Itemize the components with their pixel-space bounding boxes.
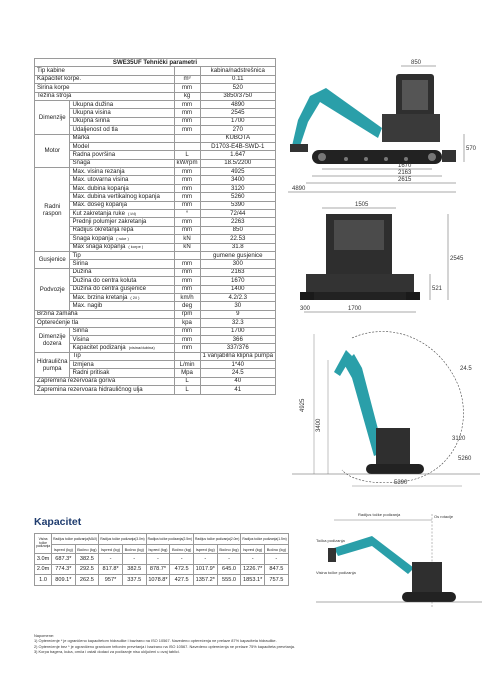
spec-label: Ukupna širina	[72, 117, 110, 125]
note-item: 1) Opterećenje * je ograničeno kapacitetom hidraulike i bazirano na ISO 10567. Navedeno opterećenja ne prelaze 87% kapaciteta hidraulike.	[34, 638, 277, 644]
spec-row	[35, 109, 276, 117]
spec-row	[35, 184, 276, 192]
dim-range-f: 24.5	[460, 366, 472, 372]
spec-unit: L	[174, 151, 200, 159]
spec-unit: kN	[174, 235, 200, 243]
spec-unit: Mpa	[174, 369, 200, 377]
spec-label-cell	[70, 176, 174, 184]
capacity-cell: -	[99, 554, 123, 565]
spec-value: 4890	[200, 100, 275, 108]
spec-value: 24.5	[200, 369, 275, 377]
spec-unit: kpa	[174, 319, 200, 327]
capacity-cell: 847.5	[265, 564, 289, 575]
spec-row	[35, 285, 276, 293]
diagram-axis-label: Os rotacije	[434, 514, 454, 519]
dim-2545: 2545	[450, 256, 464, 262]
spec-label: Radni pritisak	[72, 369, 110, 377]
spec-label-cell	[70, 134, 174, 142]
spec-label: Max. utovarna visina	[72, 176, 129, 184]
spec-label-cell	[70, 126, 174, 134]
note-item: 2) Opterećenje bez * je ograničeno granicom teltonim prevrtanja i bazirano na ISO 10567. Navedeno opterećenja ne prelaze 75% kapaciteta prevrtanja.	[34, 643, 296, 649]
spec-unit: mm	[174, 277, 200, 285]
spec-label-cell	[70, 260, 174, 268]
spec-unit: mm	[174, 117, 200, 125]
spec-unit: mm	[174, 327, 200, 335]
spec-table	[34, 58, 276, 395]
capacity-cell: 337.5	[122, 575, 146, 586]
spec-unit: deg	[174, 302, 200, 310]
capacity-cell: 687.3*	[52, 554, 75, 565]
spec-value: 32.3	[200, 319, 275, 327]
capacity-row	[35, 575, 289, 586]
spec-label-cell	[70, 327, 174, 335]
dim-range-d: 5260	[458, 456, 472, 462]
spec-row	[35, 210, 276, 218]
capacity-cell: 292.5	[75, 564, 99, 575]
spec-value: 270	[200, 126, 275, 134]
spec-label-cell	[70, 293, 174, 301]
spec-label-cell	[70, 151, 174, 159]
spec-label-cell	[70, 100, 174, 108]
spec-value: 2263	[200, 218, 275, 226]
spec-label-cell	[35, 67, 175, 75]
capacity-cell: 1853.1*	[241, 575, 265, 586]
spec-unit: mm	[174, 100, 200, 108]
spec-unit: mm	[174, 344, 200, 352]
capacity-cell: 262.5	[75, 575, 99, 586]
spec-label: Max snaga kopanja	[72, 243, 126, 251]
spec-value: KUBOTA	[200, 134, 275, 142]
sub-side: Bočno (kg)	[122, 545, 146, 554]
capacity-cell: 427.5	[170, 575, 194, 586]
spec-row	[35, 75, 276, 83]
spec-value: 850	[200, 226, 275, 234]
spec-row	[35, 235, 276, 243]
spec-label-cell	[70, 285, 174, 293]
capacity-cell: 472.5	[170, 564, 194, 575]
spec-group: Motor	[35, 134, 70, 168]
spec-unit: mm	[174, 285, 200, 293]
spec-value: 1 varijabilna klipna pumpa	[200, 352, 275, 360]
spec-label-cell	[35, 84, 175, 92]
capacity-cell: 555.0	[217, 575, 241, 586]
spec-value: 5390	[200, 201, 275, 209]
spec-value: D1703-E4B-SWD-1	[200, 142, 275, 150]
spec-row	[35, 319, 276, 327]
spec-row	[35, 193, 276, 201]
spec-label-cell	[70, 142, 174, 150]
spec-row	[35, 277, 276, 285]
capacity-cell: -	[265, 554, 289, 565]
spec-label: Brzina zamaha	[37, 310, 78, 318]
spec-value: 337/376	[200, 344, 275, 352]
spec-row	[35, 268, 276, 276]
spec-unit: mm	[174, 193, 200, 201]
spec-group: Gusjenice	[35, 251, 70, 268]
side-view-drawing	[286, 58, 482, 200]
spec-label-note: ( l/d)	[128, 210, 136, 216]
spec-row	[35, 386, 276, 394]
spec-label: Tip	[72, 352, 81, 360]
spec-value: 3400	[200, 176, 275, 184]
diagram-height-label: Visina točke podizanja	[316, 570, 356, 575]
spec-unit	[174, 134, 200, 142]
dim-range-e: 5390	[394, 480, 408, 486]
capacity-cell: 774.3*	[52, 564, 75, 575]
spec-label-cell	[70, 193, 174, 201]
sub-side: Bočno (kg)	[265, 545, 289, 554]
capacity-cell: 1078.8*	[146, 575, 170, 586]
capacity-cell: 645.0	[217, 564, 241, 575]
spec-label: Zapremina rezervoara hidrauličnog ulja	[37, 385, 143, 393]
spec-label-cell	[70, 268, 174, 276]
spec-row	[35, 84, 276, 92]
spec-group: Dimenzije	[35, 100, 70, 134]
spec-label: Max. dubina vertikalnog kopanja	[72, 192, 160, 200]
spec-group: Hidraulična pumpa	[35, 352, 70, 377]
spec-row	[35, 260, 276, 268]
capacity-cell: -	[194, 554, 218, 565]
spec-row	[35, 226, 276, 234]
capacity-cell: 809.1*	[52, 575, 75, 586]
spec-label-cell	[35, 386, 175, 394]
spec-group: Radni raspon	[35, 168, 70, 252]
spec-value: 1.647	[200, 151, 275, 159]
spec-unit	[174, 67, 200, 75]
capacity-row	[35, 564, 289, 575]
spec-value: 1400	[200, 285, 275, 293]
capacity-table	[34, 533, 289, 586]
spec-unit: mm	[174, 201, 200, 209]
spec-label: Radijus okretanja repa	[72, 226, 134, 234]
capacity-cell: -	[217, 554, 241, 565]
spec-unit: mm	[174, 168, 200, 176]
spec-unit	[174, 251, 200, 259]
spec-row	[35, 302, 276, 310]
spec-row	[35, 243, 276, 251]
spec-label-cell	[70, 302, 174, 310]
spec-unit: mm	[174, 176, 200, 184]
spec-value: 366	[200, 335, 275, 343]
spec-value: 1670	[200, 277, 275, 285]
capacity-row	[35, 554, 289, 565]
spec-label-cell	[35, 92, 175, 100]
note-item: 3) Korpa bagera, kuka, omča i ostali dodaci za podizanje nisu uključeni u ovaj tablici.	[34, 648, 180, 654]
spec-label-note: ( korpe )	[128, 244, 144, 250]
spec-label: Tip kabine	[37, 67, 65, 75]
spec-label-cell	[70, 369, 174, 377]
spec-value: 1700	[200, 327, 275, 335]
spec-row	[35, 142, 276, 150]
spec-label-cell	[70, 159, 174, 167]
spec-value: 40	[200, 377, 275, 385]
spec-label-cell	[70, 235, 174, 243]
spec-label: Udaljenost od tla	[72, 125, 118, 133]
spec-value: 9	[200, 310, 275, 318]
spec-row	[35, 176, 276, 184]
dim-1670: 1670	[398, 163, 412, 169]
sub-front: Ispred (kg)	[146, 545, 170, 554]
spec-unit: L	[174, 377, 200, 385]
notes-heading: Napomene:	[34, 633, 55, 638]
spec-label-cell	[70, 201, 174, 209]
spec-row	[35, 159, 276, 167]
spec-label: Max. visina rezanja	[72, 167, 125, 175]
spec-unit: mm	[174, 268, 200, 276]
spec-label: Snaga	[72, 159, 91, 167]
capacity-cell: 817.8*	[99, 564, 123, 575]
spec-value: gumene gusjenice	[200, 251, 275, 259]
capacity-height: 1.0	[35, 575, 52, 586]
capacity-group: Radijus točke podizanja(2.5m)	[146, 534, 193, 545]
sub-front: Ispred (kg)	[99, 545, 123, 554]
spec-label: Dužina do centra gusjenice	[72, 285, 146, 293]
spec-row	[35, 168, 276, 176]
spec-row	[35, 327, 276, 335]
dim-range-c: 3120	[452, 436, 466, 442]
capacity-cell: -	[122, 554, 146, 565]
spec-value: 22.53	[200, 235, 275, 243]
spec-label-cell	[70, 352, 174, 360]
spec-label-cell	[70, 251, 174, 259]
spec-label: Težina stroja	[37, 92, 72, 100]
spec-unit: mm	[174, 184, 200, 192]
spec-value: 2545	[200, 109, 275, 117]
spec-label: Snaga kopanja	[72, 234, 114, 242]
spec-unit: kN	[174, 243, 200, 251]
spec-row	[35, 126, 276, 134]
dim-300: 300	[300, 306, 311, 312]
spec-label: Kapacitet korpe.	[37, 75, 82, 83]
spec-label-note: ( ruke )	[116, 235, 129, 241]
spec-label-cell	[35, 319, 175, 327]
capacity-cell: 382.5	[75, 554, 99, 565]
spec-label-cell	[70, 168, 174, 176]
spec-value: 300	[200, 260, 275, 268]
spec-value: 30	[200, 302, 275, 310]
dim-2163: 2163	[398, 170, 412, 176]
spec-value: 0.11	[200, 75, 275, 83]
spec-unit: kg	[174, 92, 200, 100]
capacity-group: Radijus točke podizanja(3.0m)	[99, 534, 146, 545]
spec-label: Prednji polumjer zakretanja	[72, 218, 147, 226]
spec-row	[35, 117, 276, 125]
spec-label-cell	[70, 210, 174, 218]
front-view-drawing	[300, 200, 480, 318]
spec-unit: m³	[174, 75, 200, 83]
spec-label: Radna površina	[72, 150, 116, 158]
spec-label-cell	[70, 344, 174, 352]
spec-unit	[174, 142, 200, 150]
spec-group: Dimenzije dozera	[35, 327, 70, 352]
spec-group: Podvozje	[35, 268, 70, 310]
sub-front: Ispred (kg)	[52, 545, 75, 554]
spec-label-cell	[70, 335, 174, 343]
spec-value: 4925	[200, 168, 275, 176]
notes	[34, 633, 474, 654]
capacity-group: Radijus točke podizanja(1.5m)	[241, 534, 288, 545]
spec-label: Opterećenje tla	[37, 318, 79, 326]
capacity-height: 3.0m	[35, 554, 52, 565]
spec-label-note: (visina/dubina)	[128, 344, 155, 350]
spec-label-cell	[70, 277, 174, 285]
spec-label-cell	[35, 377, 175, 385]
spec-value: 18.5/2200	[200, 159, 275, 167]
spec-row	[35, 92, 276, 100]
dim-850: 850	[411, 60, 422, 66]
capacity-cell: 382.5	[122, 564, 146, 575]
spec-unit: mm	[174, 84, 200, 92]
spec-label: Širina korpe	[37, 83, 70, 91]
spec-label: Širina	[72, 327, 89, 335]
capacity-cell: 1357.2*	[194, 575, 218, 586]
spec-label: Kapacitet podizanja	[72, 343, 126, 351]
spec-label: Max. doseg kopanja	[72, 201, 128, 209]
capacity-cell: 957*	[99, 575, 123, 586]
spec-value: 41	[200, 386, 275, 394]
sub-side: Bočno (kg)	[170, 545, 194, 554]
spec-label-cell	[70, 117, 174, 125]
spec-unit	[174, 352, 200, 360]
spec-label: Širina	[72, 260, 89, 268]
sub-side: Bočno (kg)	[217, 545, 241, 554]
spec-row	[35, 335, 276, 343]
spec-label: Ukupna visina	[72, 108, 111, 116]
sub-side: Bočno (kg)	[75, 545, 99, 554]
capacity-cell: 757.5	[265, 575, 289, 586]
capacity-cell: -	[146, 554, 170, 565]
spec-row	[35, 369, 276, 377]
capacity-diagram	[316, 508, 482, 620]
spec-label: Izmjena	[72, 360, 94, 368]
spec-row	[35, 352, 276, 360]
dim-1700: 1700	[348, 306, 362, 312]
capacity-cell: 1017.9*	[194, 564, 218, 575]
spec-label: Tip	[72, 251, 81, 259]
capacity-title: Kapacitet	[34, 516, 82, 528]
spec-label-cell	[70, 218, 174, 226]
spec-unit: L/min	[174, 361, 200, 369]
spec-unit: mm	[174, 126, 200, 134]
spec-value: 4.2/2.3	[200, 293, 275, 301]
spec-row	[35, 67, 276, 75]
dim-521: 521	[432, 286, 443, 292]
spec-label-note: ( 2/l )	[130, 294, 140, 300]
dim-570: 570	[466, 146, 477, 152]
spec-row	[35, 361, 276, 369]
spec-label: Max. brzina kretanja	[72, 293, 128, 301]
sub-front: Ispred (kg)	[194, 545, 218, 554]
spec-row	[35, 251, 276, 259]
spec-label: Dužina do centra koluta	[72, 276, 137, 284]
capacity-cell: 878.7*	[146, 564, 170, 575]
capacity-group: Radijus točke podizanja(MAX)	[52, 534, 99, 545]
dim-range-b: 3400	[316, 418, 322, 432]
capacity-cell: -	[241, 554, 265, 565]
spec-value: 5260	[200, 193, 275, 201]
spec-unit: mm	[174, 260, 200, 268]
spec-label-cell	[70, 184, 174, 192]
sub-front: Ispred (kg)	[241, 545, 265, 554]
spec-value: 2163	[200, 268, 275, 276]
spec-value: 3120	[200, 184, 275, 192]
diagram-point-label: Točka podizanja	[316, 538, 345, 543]
spec-label: Model	[72, 142, 90, 150]
capacity-height: 2.0m	[35, 564, 52, 575]
spec-label-cell	[70, 109, 174, 117]
spec-label: Max. dubina kopanja	[72, 184, 129, 192]
spec-value: 3850/3750	[200, 92, 275, 100]
spec-row	[35, 310, 276, 318]
spec-row	[35, 134, 276, 142]
spec-row	[35, 344, 276, 352]
capacity-cell: 1226.7*	[241, 564, 265, 575]
spec-value: 1*40	[200, 361, 275, 369]
spec-value: 520	[200, 84, 275, 92]
capacity-cell: -	[170, 554, 194, 565]
spec-unit: mm	[174, 109, 200, 117]
dim-1505: 1505	[355, 202, 369, 208]
spec-label-cell	[70, 226, 174, 234]
spec-row	[35, 377, 276, 385]
spec-unit: km/h	[174, 293, 200, 301]
spec-row	[35, 151, 276, 159]
spec-unit: mm	[174, 226, 200, 234]
spec-row	[35, 293, 276, 301]
spec-unit: L	[174, 386, 200, 394]
spec-label: Kut zakretanja ruke	[72, 209, 125, 217]
spec-label-cell	[70, 243, 174, 251]
spec-unit: kW/rpm	[174, 159, 200, 167]
capacity-group: Radijus točke podizanja(2.0m)	[194, 534, 241, 545]
spec-value: kabina/nadstrešnica	[200, 67, 275, 75]
spec-row	[35, 218, 276, 226]
spec-label: Zapremina rezervoara goriva	[37, 377, 116, 385]
capacity-corner: Visina točke podizanja	[35, 534, 52, 554]
spec-row	[35, 100, 276, 108]
spec-value: 1700	[200, 117, 275, 125]
dim-4890: 4890	[292, 186, 306, 192]
spec-label: Ukupna dužina	[72, 100, 114, 108]
spec-value: 31.8	[200, 243, 275, 251]
spec-value: 72/44	[200, 210, 275, 218]
spec-label: Visina	[72, 335, 89, 343]
spec-unit: mm	[174, 218, 200, 226]
spec-unit: mm	[174, 335, 200, 343]
working-range-drawing	[292, 320, 480, 492]
dim-range-a: 4925	[300, 398, 306, 412]
spec-label-cell	[70, 361, 174, 369]
spec-label: Dužina	[72, 268, 92, 276]
spec-label-cell	[35, 75, 175, 83]
spec-label: Max. nagib	[72, 301, 103, 309]
spec-unit: °	[174, 210, 200, 218]
spec-row	[35, 201, 276, 209]
diagram-radius-label: Radijus točke podizanja	[358, 512, 401, 517]
spec-label-cell	[35, 310, 175, 318]
spec-title: SWE35UF Tehnički parametri	[35, 59, 276, 67]
spec-label: Marka	[72, 134, 90, 142]
spec-unit: rpm	[174, 310, 200, 318]
dim-2615: 2615	[398, 177, 412, 183]
